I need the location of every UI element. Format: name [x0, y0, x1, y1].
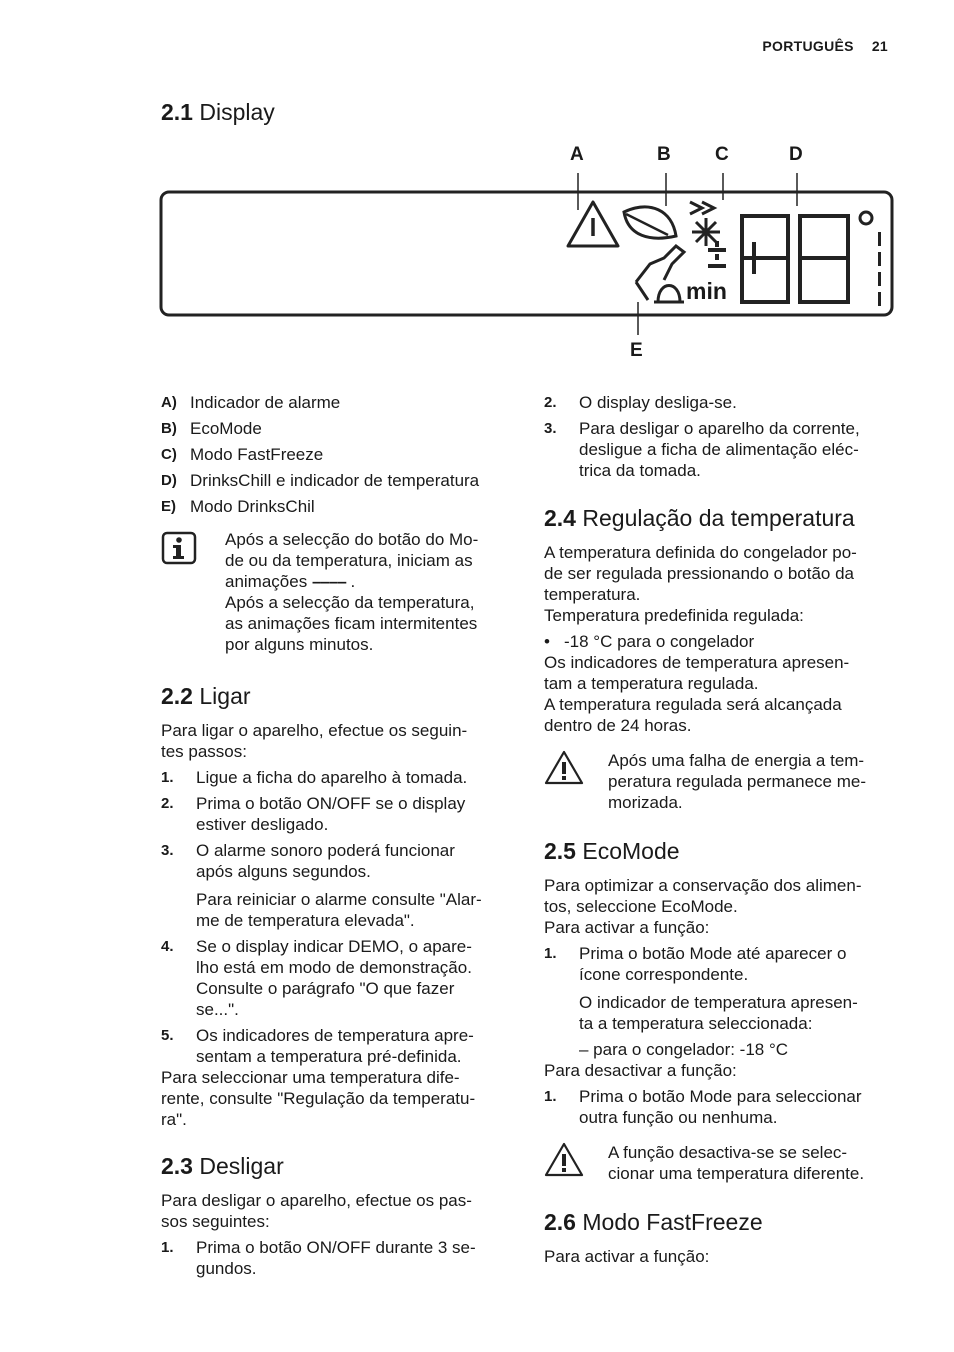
list-item: 5. Os indicadores de temperatura apre- sentam a temperatura pré-definida.	[161, 1026, 474, 1066]
legend-item: D) DrinksChill e indicador de temperatura	[161, 471, 480, 490]
page-number: 21	[871, 38, 888, 54]
warning-note: Após uma falha de energia a tem- peratura regulada permanece me- morizada.	[544, 750, 896, 813]
legend-item: E) Modo DrinksChil	[161, 497, 315, 516]
display-panel	[0, 140, 954, 370]
left-column: A) Indicador de alarme B) EcoMode C) Modo FastFreeze D) DrinksChill e indicador de temperatura E) Modo DrinksChil Após a selecção do botão do Mo- de ou da temperatura, iniciam as animações –––– . Após a selecção da temperatura, as animações ficam intermitentes por alguns minutos. 2.2 Ligar Para ligar o aparelho, efectue os seguin- tes passos: 1. Ligue a ficha do aparelho à tomada. 2. Prima o botão ON/OFF se o display estiver desligado. 3. O alarme sonoro poderá funcionar após alguns segundos. Para reiniciar o alarme consulte "Alar- me de temperatura elevada". 4. Se o display indicar DEMO, o apare- lho está em modo de demonstração. Consulte o parágrafo "O que fazer se...". 5. Os indicadores de temperatura apre- sentam a temperatura pré-definida. Para seleccionar uma temperatura dife- rente, consulte "Regulação da temperatu- ra". 2.3 Desligar Para desligar o aparelho, efectue os pas- sos seguintes: 1. Prima o botão ON/OFF durante 3 se- gundos.	[161, 392, 513, 1279]
list-item: 2. Prima o botão ON/OFF se o display estiver desligado.	[161, 794, 466, 834]
list-item: 3. Para desligar o aparelho da corrente, desligue a ficha de alimentação eléc- trica da tomada.	[544, 419, 860, 480]
list-item: 4. Se o display indicar DEMO, o apare- lho está em modo de demonstração. Consulte o parágrafo "O que fazer se...".	[161, 937, 472, 1019]
label-d: D	[789, 144, 803, 165]
legend-item: B) EcoMode	[161, 419, 262, 438]
section-2-2-title: 2.2 Ligar	[161, 683, 251, 709]
drinkschill-icon	[636, 246, 684, 302]
label-e: E	[630, 340, 643, 361]
page-header	[762, 38, 888, 54]
bullet-item: • -18 °C para o congelador	[544, 632, 755, 651]
section-2-5-title: 2.5 EcoMode	[544, 838, 680, 864]
list-item: 3. O alarme sonoro poderá funcionar após alguns segundos.	[161, 841, 455, 881]
warning-icon	[544, 750, 608, 813]
fastfreeze-icon	[690, 202, 720, 246]
right-column: 2. O display desliga-se. 3. Para desligar o aparelho da corrente, desligue a ficha de alimentação eléc- trica da tomada. 2.4 Regulação da temperatura A temperatura definida do congelador po- de ser regulada pressionando o botão da temperatura. Temperatura predefinida regulada: • -18 °C para o congelador Os indicadores de temperatura apresen- tam a temperatura regulada. A temperatura regulada será alcançada dentro de 24 horas. Após uma falha de energia a tem- peratura regulada permanece me- morizada. 2.5 EcoMode Para optimizar a conservação dos alimen- tos, seleccione EcoMode. Para activar a função: 1. Prima o botão Mode até aparecer o ícone correspondente. O indicador de temperatura apresen- ta a temperatura seleccionada: – para o congelador: -18 °C Para desactivar a função: 1. Prima o botão Mode para seleccionar outra função ou nenhuma. A função desactiva-se se selec- cionar uma temperatura diferente. 2.6 Modo FastFreeze Para activar a função:	[544, 392, 896, 1267]
plus-minus-icon	[708, 241, 726, 268]
list-item: 1. Prima o botão Mode até aparecer o ícone correspondente.	[544, 944, 847, 984]
min-label: min	[686, 278, 727, 304]
list-item: 1. Prima o botão Mode para seleccionar outra função ou nenhuma.	[544, 1087, 862, 1127]
legend-list	[161, 392, 513, 517]
label-c: C	[715, 144, 729, 165]
info-note: Após a selecção do botão do Mo- de ou da temperatura, iniciam as animações –––– . Após a selecção da temperatura, as animações ficam intermitentes por alguns minutos.	[161, 529, 513, 655]
info-icon	[161, 529, 225, 655]
warning-note: A função desactiva-se se selec- cionar uma temperatura diferente.	[544, 1142, 896, 1184]
section-2-6-title: 2.6 Modo FastFreeze	[544, 1209, 763, 1235]
list-item: 1. Prima o botão ON/OFF durante 3 se- gundos.	[161, 1238, 476, 1278]
legend-item: A) Indicador de alarme	[161, 393, 341, 412]
warning-icon	[544, 1142, 608, 1184]
list-item: 2. O display desliga-se.	[544, 393, 737, 412]
list-item: 1. Ligue a ficha do aparelho à tomada.	[161, 768, 468, 787]
display-diagram	[0, 140, 954, 370]
section-number: 2.1	[161, 99, 193, 125]
label-a: A	[570, 144, 584, 165]
temperature-digits	[740, 212, 881, 306]
section-2-4-title: 2.4 Regulação da temperatura	[544, 505, 855, 531]
leaf-icon	[624, 207, 676, 238]
section-title: Display	[199, 99, 275, 125]
section-2-1-title	[161, 98, 275, 126]
legend-item: C) Modo FastFreeze	[161, 445, 324, 464]
section-2-3-title: 2.3 Desligar	[161, 1153, 284, 1179]
label-b: B	[657, 144, 671, 165]
header-language: PORTUGUÊS	[762, 38, 854, 54]
animation-dashes: ––––	[311, 572, 346, 591]
alarm-icon	[568, 202, 618, 246]
